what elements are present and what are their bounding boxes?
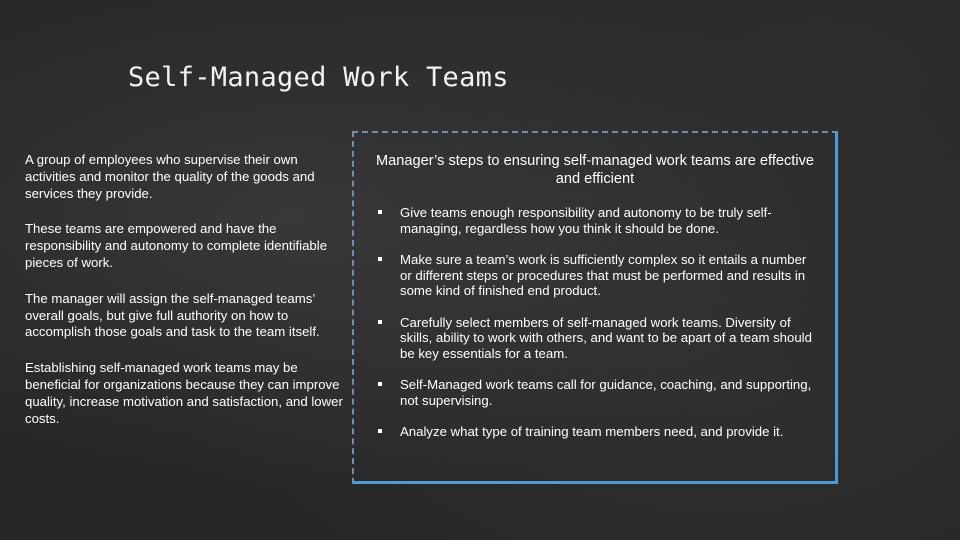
square-bullet-icon — [378, 429, 382, 433]
left-paragraph: These teams are empowered and have the responsibility and autonomy to complete identifiable pieces of work. — [25, 221, 328, 270]
steps-list — [378, 205, 818, 456]
step-item — [378, 377, 818, 408]
left-paragraph: A group of employees who supervise their own activities and monitor the quality of the goods and services they provide. — [25, 152, 315, 201]
square-bullet-icon — [378, 257, 382, 261]
square-bullet-icon — [378, 382, 382, 386]
step-text: Analyze what type of training team members need, and provide it. — [400, 424, 784, 439]
left-paragraph: The manager will assign the self-managed teams’ overall goals, but give full authority on how to accomplish those goals and task to the team itself. — [25, 290, 320, 340]
step-text: Self-Managed work teams call for guidance, coaching, and supporting, not supervising. — [400, 377, 812, 408]
left-column — [25, 152, 345, 446]
slide-title: Self-Managed Work Teams — [128, 62, 509, 93]
step-text: Make sure a team’s work is sufficiently complex so it entails a number or different steps or procedures that must be performed and results in some kind of finished end product. — [400, 252, 807, 298]
square-bullet-icon — [378, 320, 382, 324]
left-paragraph: Establishing self-managed work teams may be beneficial for organizations because they can improve quality, increase motivation and satisfaction, and lower costs. — [25, 360, 343, 426]
step-text: Give teams enough responsibility and autonomy to be truly self-managing, regardless how you think it should be done. — [400, 205, 772, 236]
step-item — [378, 315, 818, 362]
steps-box-heading: Manager’s steps to ensuring self-managed work teams are effective and efficient — [375, 153, 815, 187]
step-item — [378, 424, 818, 440]
step-item — [378, 205, 818, 236]
square-bullet-icon — [378, 210, 382, 214]
step-item — [378, 252, 818, 299]
step-text: Carefully select members of self-managed work teams. Diversity of skills, ability to work with others, and want to be apart of a team should be key essentials for a team. — [400, 314, 812, 361]
